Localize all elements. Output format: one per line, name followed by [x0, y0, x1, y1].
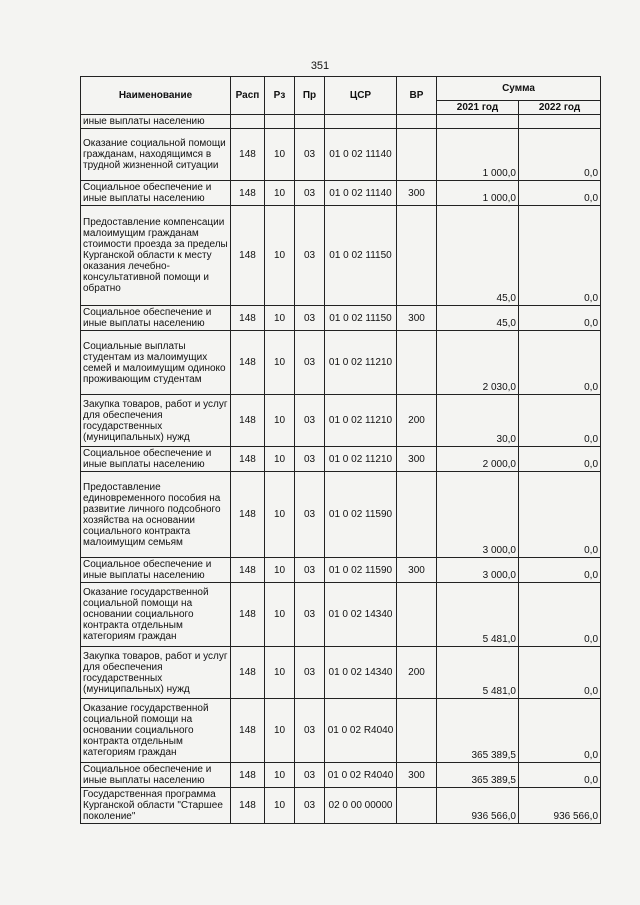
cell-pr: 03 [295, 395, 325, 447]
cell-csr: 01 0 02 14340 [325, 583, 397, 647]
cell-vr: 200 [397, 395, 437, 447]
cell-vr: 300 [397, 447, 437, 472]
header-name: Наименование [81, 77, 231, 115]
cell-csr: 01 0 02 11590 [325, 558, 397, 583]
cell-y2022: 0,0 [519, 206, 601, 306]
cell-rasp: 148 [231, 763, 265, 788]
cell-y2021: 365 389,5 [437, 699, 519, 763]
cell-rz: 10 [265, 129, 295, 181]
cell-y2022: 0,0 [519, 447, 601, 472]
cell-name: Социальное обеспечение и иные выплаты населению [81, 447, 231, 472]
cell-vr: 300 [397, 306, 437, 331]
cell-vr [397, 583, 437, 647]
cell-rz: 10 [265, 763, 295, 788]
cell-rz: 10 [265, 306, 295, 331]
cell-y2021: 1 000,0 [437, 181, 519, 206]
cell-vr [397, 331, 437, 395]
table-row [81, 558, 601, 583]
cell-vr [397, 129, 437, 181]
table-body [81, 115, 601, 824]
cell-y2021: 30,0 [437, 395, 519, 447]
cell-pr: 03 [295, 788, 325, 824]
cell-rz [265, 115, 295, 129]
cell-name: Закупка товаров, работ и услуг для обеспечения государственных (муниципальных) нужд [81, 395, 231, 447]
cell-y2022: 936 566,0 [519, 788, 601, 824]
cell-rz: 10 [265, 788, 295, 824]
cell-y2021: 2 000,0 [437, 447, 519, 472]
cell-y2022: 0,0 [519, 181, 601, 206]
cell-name: Предоставление единовременного пособия на развитие личного подсобного хозяйства на основании социального контракта малоимущим семьям [81, 472, 231, 558]
cell-y2022: 0,0 [519, 699, 601, 763]
cell-name: Оказание социальной помощи гражданам, находящимся в трудной жизненной ситуации [81, 129, 231, 181]
table-row [81, 447, 601, 472]
cell-rasp: 148 [231, 558, 265, 583]
table-row [81, 472, 601, 558]
cell-csr: 01 0 02 11210 [325, 395, 397, 447]
cell-rz: 10 [265, 558, 295, 583]
cell-csr: 01 0 02 11150 [325, 306, 397, 331]
cell-y2021: 5 481,0 [437, 583, 519, 647]
cell-rz: 10 [265, 395, 295, 447]
header-2021: 2021 год [437, 101, 519, 115]
cell-csr: 01 0 02 R4040 [325, 699, 397, 763]
cell-rz: 10 [265, 647, 295, 699]
cell-pr: 03 [295, 206, 325, 306]
cell-pr: 03 [295, 558, 325, 583]
cell-csr: 01 0 02 14340 [325, 647, 397, 699]
cell-csr: 01 0 02 11590 [325, 472, 397, 558]
cell-vr [397, 115, 437, 129]
cell-y2021: 365 389,5 [437, 763, 519, 788]
cell-y2021: 2 030,0 [437, 331, 519, 395]
cell-y2022: 0,0 [519, 558, 601, 583]
cell-y2021: 45,0 [437, 306, 519, 331]
cell-rz: 10 [265, 472, 295, 558]
cell-rz: 10 [265, 181, 295, 206]
cell-csr: 01 0 02 11150 [325, 206, 397, 306]
cell-name: Социальное обеспечение и иные выплаты населению [81, 306, 231, 331]
cell-vr: 200 [397, 647, 437, 699]
cell-name: Социальное обеспечение и иные выплаты населению [81, 558, 231, 583]
cell-rasp: 148 [231, 788, 265, 824]
cell-name: Социальные выплаты студентам из малоимущих семей и малоимущим одиноко проживающим студентам [81, 331, 231, 395]
cell-name: Оказание государственной социальной помощи на основании социального контракта отдельным категориям граждан [81, 583, 231, 647]
cell-pr: 03 [295, 699, 325, 763]
cell-y2022: 0,0 [519, 306, 601, 331]
cell-csr: 01 0 02 11140 [325, 129, 397, 181]
cell-y2022: 0,0 [519, 647, 601, 699]
cell-rasp [231, 115, 265, 129]
table-row [81, 699, 601, 763]
cell-y2022: 0,0 [519, 583, 601, 647]
cell-rasp: 148 [231, 395, 265, 447]
cell-name: Оказание государственной социальной помощи на основании социального контракта отдельным категориям граждан [81, 699, 231, 763]
cell-rasp: 148 [231, 583, 265, 647]
cell-name: Закупка товаров, работ и услуг для обеспечения государственных (муниципальных) нужд [81, 647, 231, 699]
cell-rasp: 148 [231, 447, 265, 472]
cell-rasp: 148 [231, 181, 265, 206]
cell-pr: 03 [295, 583, 325, 647]
page-number: 351 [310, 60, 330, 72]
cell-csr: 01 0 02 R4040 [325, 763, 397, 788]
cell-csr: 02 0 00 00000 [325, 788, 397, 824]
cell-pr: 03 [295, 763, 325, 788]
cell-y2021: 45,0 [437, 206, 519, 306]
table-header [81, 77, 601, 115]
cell-csr: 01 0 02 11140 [325, 181, 397, 206]
cell-pr: 03 [295, 331, 325, 395]
cell-rz: 10 [265, 699, 295, 763]
cell-y2022 [519, 115, 601, 129]
table-row [81, 115, 601, 129]
cell-vr [397, 788, 437, 824]
table-row [81, 181, 601, 206]
cell-pr [295, 115, 325, 129]
cell-vr [397, 206, 437, 306]
cell-pr: 03 [295, 306, 325, 331]
cell-rasp: 148 [231, 699, 265, 763]
table-row [81, 331, 601, 395]
cell-rasp: 148 [231, 331, 265, 395]
cell-name: Социальное обеспечение и иные выплаты населению [81, 763, 231, 788]
header-2022: 2022 год [519, 101, 601, 115]
cell-name: иные выплаты населению [81, 115, 231, 129]
cell-vr: 300 [397, 181, 437, 206]
table-row [81, 788, 601, 824]
cell-name: Государственная программа Курганской области "Старшее поколение" [81, 788, 231, 824]
cell-vr [397, 699, 437, 763]
table-row [81, 763, 601, 788]
cell-rasp: 148 [231, 206, 265, 306]
cell-y2022: 0,0 [519, 472, 601, 558]
header-pr: Пр [295, 77, 325, 115]
table-row [81, 206, 601, 306]
table-row [81, 395, 601, 447]
cell-y2021 [437, 115, 519, 129]
cell-pr: 03 [295, 447, 325, 472]
cell-csr: 01 0 02 11210 [325, 447, 397, 472]
cell-y2021: 5 481,0 [437, 647, 519, 699]
cell-pr: 03 [295, 181, 325, 206]
cell-y2022: 0,0 [519, 331, 601, 395]
cell-rasp: 148 [231, 306, 265, 331]
budget-table [80, 76, 601, 824]
header-rz: Рз [265, 77, 295, 115]
cell-vr [397, 472, 437, 558]
cell-csr [325, 115, 397, 129]
cell-rz: 10 [265, 583, 295, 647]
cell-y2022: 0,0 [519, 763, 601, 788]
cell-rasp: 148 [231, 647, 265, 699]
header-vr: ВР [397, 77, 437, 115]
cell-pr: 03 [295, 129, 325, 181]
cell-vr: 300 [397, 558, 437, 583]
cell-y2021: 3 000,0 [437, 472, 519, 558]
cell-rz: 10 [265, 206, 295, 306]
cell-y2021: 1 000,0 [437, 129, 519, 181]
table-row [81, 306, 601, 331]
cell-pr: 03 [295, 472, 325, 558]
header-csr: ЦСР [325, 77, 397, 115]
table-row [81, 647, 601, 699]
header-rasp: Расп [231, 77, 265, 115]
cell-y2021: 936 566,0 [437, 788, 519, 824]
cell-csr: 01 0 02 11210 [325, 331, 397, 395]
cell-name: Предоставление компенсации малоимущим гражданам стоимости проезда за пределы Курганской области к месту оказания лечебно-консультативной помощи и обратно [81, 206, 231, 306]
cell-rz: 10 [265, 447, 295, 472]
cell-pr: 03 [295, 647, 325, 699]
cell-y2021: 3 000,0 [437, 558, 519, 583]
cell-y2022: 0,0 [519, 129, 601, 181]
cell-rasp: 148 [231, 129, 265, 181]
header-sum: Сумма [437, 77, 601, 101]
cell-rasp: 148 [231, 472, 265, 558]
table-row [81, 583, 601, 647]
cell-rz: 10 [265, 331, 295, 395]
table-row [81, 129, 601, 181]
cell-y2022: 0,0 [519, 395, 601, 447]
cell-vr: 300 [397, 763, 437, 788]
cell-name: Социальное обеспечение и иные выплаты населению [81, 181, 231, 206]
